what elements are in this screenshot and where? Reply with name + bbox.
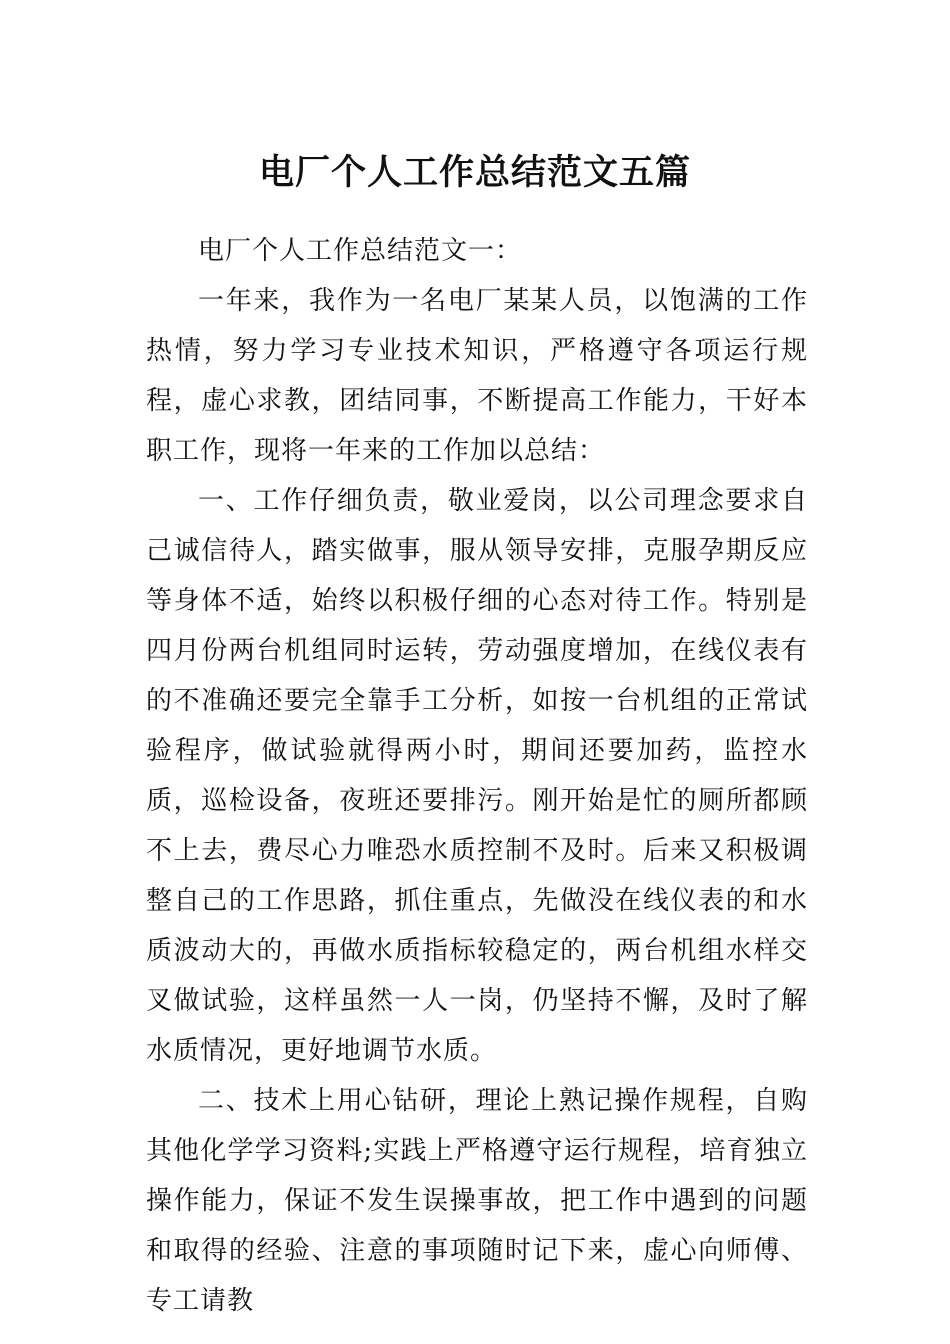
paragraph-point-two: 二、技术上用心钻研，理论上熟记操作规程，自购其他化学学习资料;实践上严格遵守运行规程，培育独立操作能力，保证不发生误操事故，把工作中遇到的问题和取得的经验、注意的事项随时记下来，虚心向师傅、专工请教 bbox=[146, 1086, 808, 1316]
document-body bbox=[146, 226, 808, 1326]
paragraph-point-one: 一、工作仔细负责，敬业爱岗，以公司理念要求自己诚信待人，踏实做事，服从领导安排，克服孕期反应等身体不适，始终以积极仔细的心态对待工作。特别是四月份两台机组同时运转，劳动强度增加，在线仪表有的不准确还要完全靠手工分析，如按一台机组的正常试验程序，做试验就得两小时，期间还要加药，监控水质，巡检设备，夜班还要排污。刚开始是忙的厕所都顾不上去，费尽心力唯恐水质控制不及时。后来又积极调整自己的工作思路，抓住重点，先做没在线仪表的和水质波动大的，再做水质指标较稳定的，两台机组水样交叉做试验，这样虽然一人一岗，仍坚持不懈，及时了解水质情况，更好地调节水质。 bbox=[146, 486, 808, 1066]
paragraph-section-heading: 电厂个人工作总结范文一： bbox=[198, 236, 523, 266]
document-title: 电厂个人工作总结范文五篇 bbox=[258, 153, 691, 194]
paragraph-intro: 一年来，我作为一名电厂某某人员，以饱满的工作热情，努力学习专业技术知识，严格遵守各项运行规程，虚心求教，团结同事，不断提高工作能力，干好本职工作，现将一年来的工作加以总结： bbox=[146, 286, 808, 466]
